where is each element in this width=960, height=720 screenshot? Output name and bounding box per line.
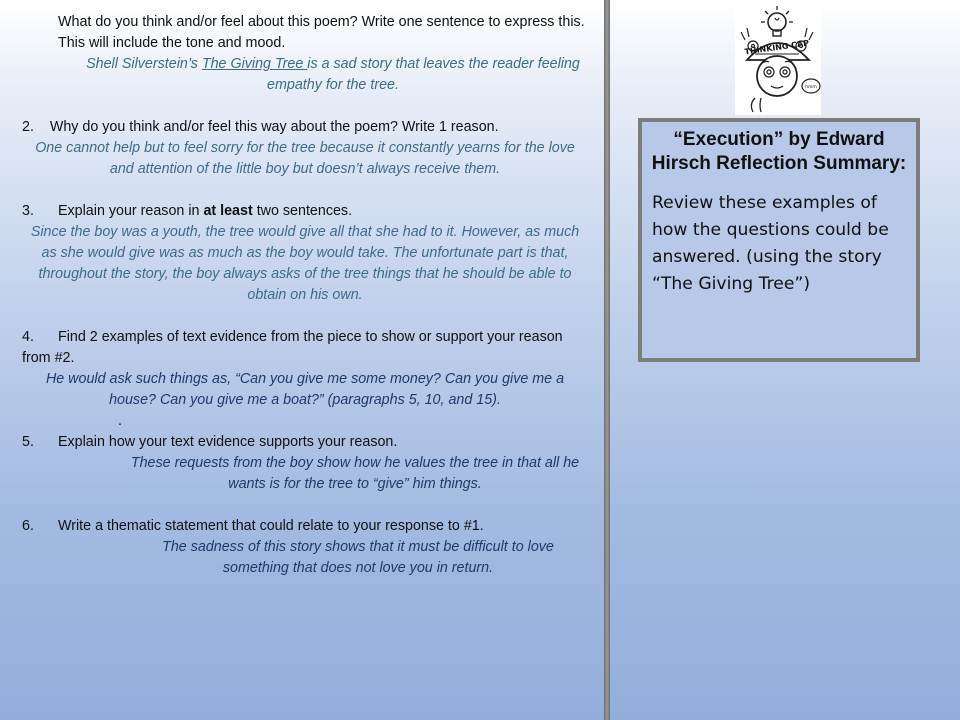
question-2: 2. Why do you think and/or feel this way about the poem? Write 1 reason.: [22, 119, 499, 135]
logo-bubble-text: hmm: [805, 85, 817, 90]
answer-3: Since the boy was a youth, the tree would give all that she had to it. However, as much as she would give was as much as the boy would take. The unfortunate part is that, throughout the story, the boy always asks of the tree things that he should be able to obtain on his own.: [30, 224, 580, 303]
thinking-cap-icon: [735, 2, 821, 115]
question-1-prompt: What do you think and/or feel about this poem? Write one sentence to express this. This will include the tone and mood.: [58, 14, 585, 51]
question-6-prompt: Write a thematic statement that could relate to your response to #1.: [58, 518, 484, 534]
answer-5: These requests from the boy show how he values the tree in that all he wants is for the tree to “give” him things.: [130, 455, 580, 492]
answer-6: The sadness of this story shows that it must be difficult to love something that does not love you in return.: [162, 539, 554, 576]
summary-body: Review these examples of how the questions could be answered. (using the story “The Giving Tree”): [652, 193, 889, 294]
summary-title: “Execution” by Edward Hirsch Reflection Summary:: [651, 129, 907, 174]
logo-label: THINKING CAP: [743, 38, 810, 57]
question-5-prompt: Explain how your text evidence supports your reason.: [58, 434, 398, 450]
answer-4: He would ask such things as, “Can you give me some money? Can you give me a house? Can you give me a boat?” (paragraphs 5, 10, and 15).: [45, 371, 565, 408]
thinking-cap-logo: [735, 2, 821, 115]
question-1: [22, 12, 588, 54]
question-4-prompt: Find 2 examples of text evidence from the piece to show or support your reason from #2.: [22, 329, 563, 366]
stray-period: .: [118, 413, 122, 429]
answer-2: One cannot help but to feel sorry for the tree because it constantly yearns for the love and attention of the little boy but doesn’t always receive them.: [35, 140, 575, 177]
vertical-divider: [604, 0, 610, 720]
question-5: 5. Explain how your text evidence supports your reason.: [22, 434, 398, 450]
book-title: The Giving Tree: [201, 56, 308, 72]
answer-1: Shell Silverstein’s The Giving Tree is a sad story that leaves the reader feeling empathy for the tree.: [86, 56, 580, 93]
question-3: 3. Explain your reason in at least two sentences.: [22, 203, 353, 219]
question-6: 6. Write a thematic statement that could relate to your response to #1.: [22, 518, 484, 534]
question-4: 4. Find 2 examples of text evidence from the piece to show or support your reason from #2.: [22, 329, 563, 366]
summary-box: [638, 118, 920, 362]
questions-panel: [22, 12, 588, 600]
emphasis-at-least: at least: [203, 203, 253, 219]
question-2-prompt: Why do you think and/or feel this way about the poem? Write 1 reason.: [49, 119, 499, 135]
